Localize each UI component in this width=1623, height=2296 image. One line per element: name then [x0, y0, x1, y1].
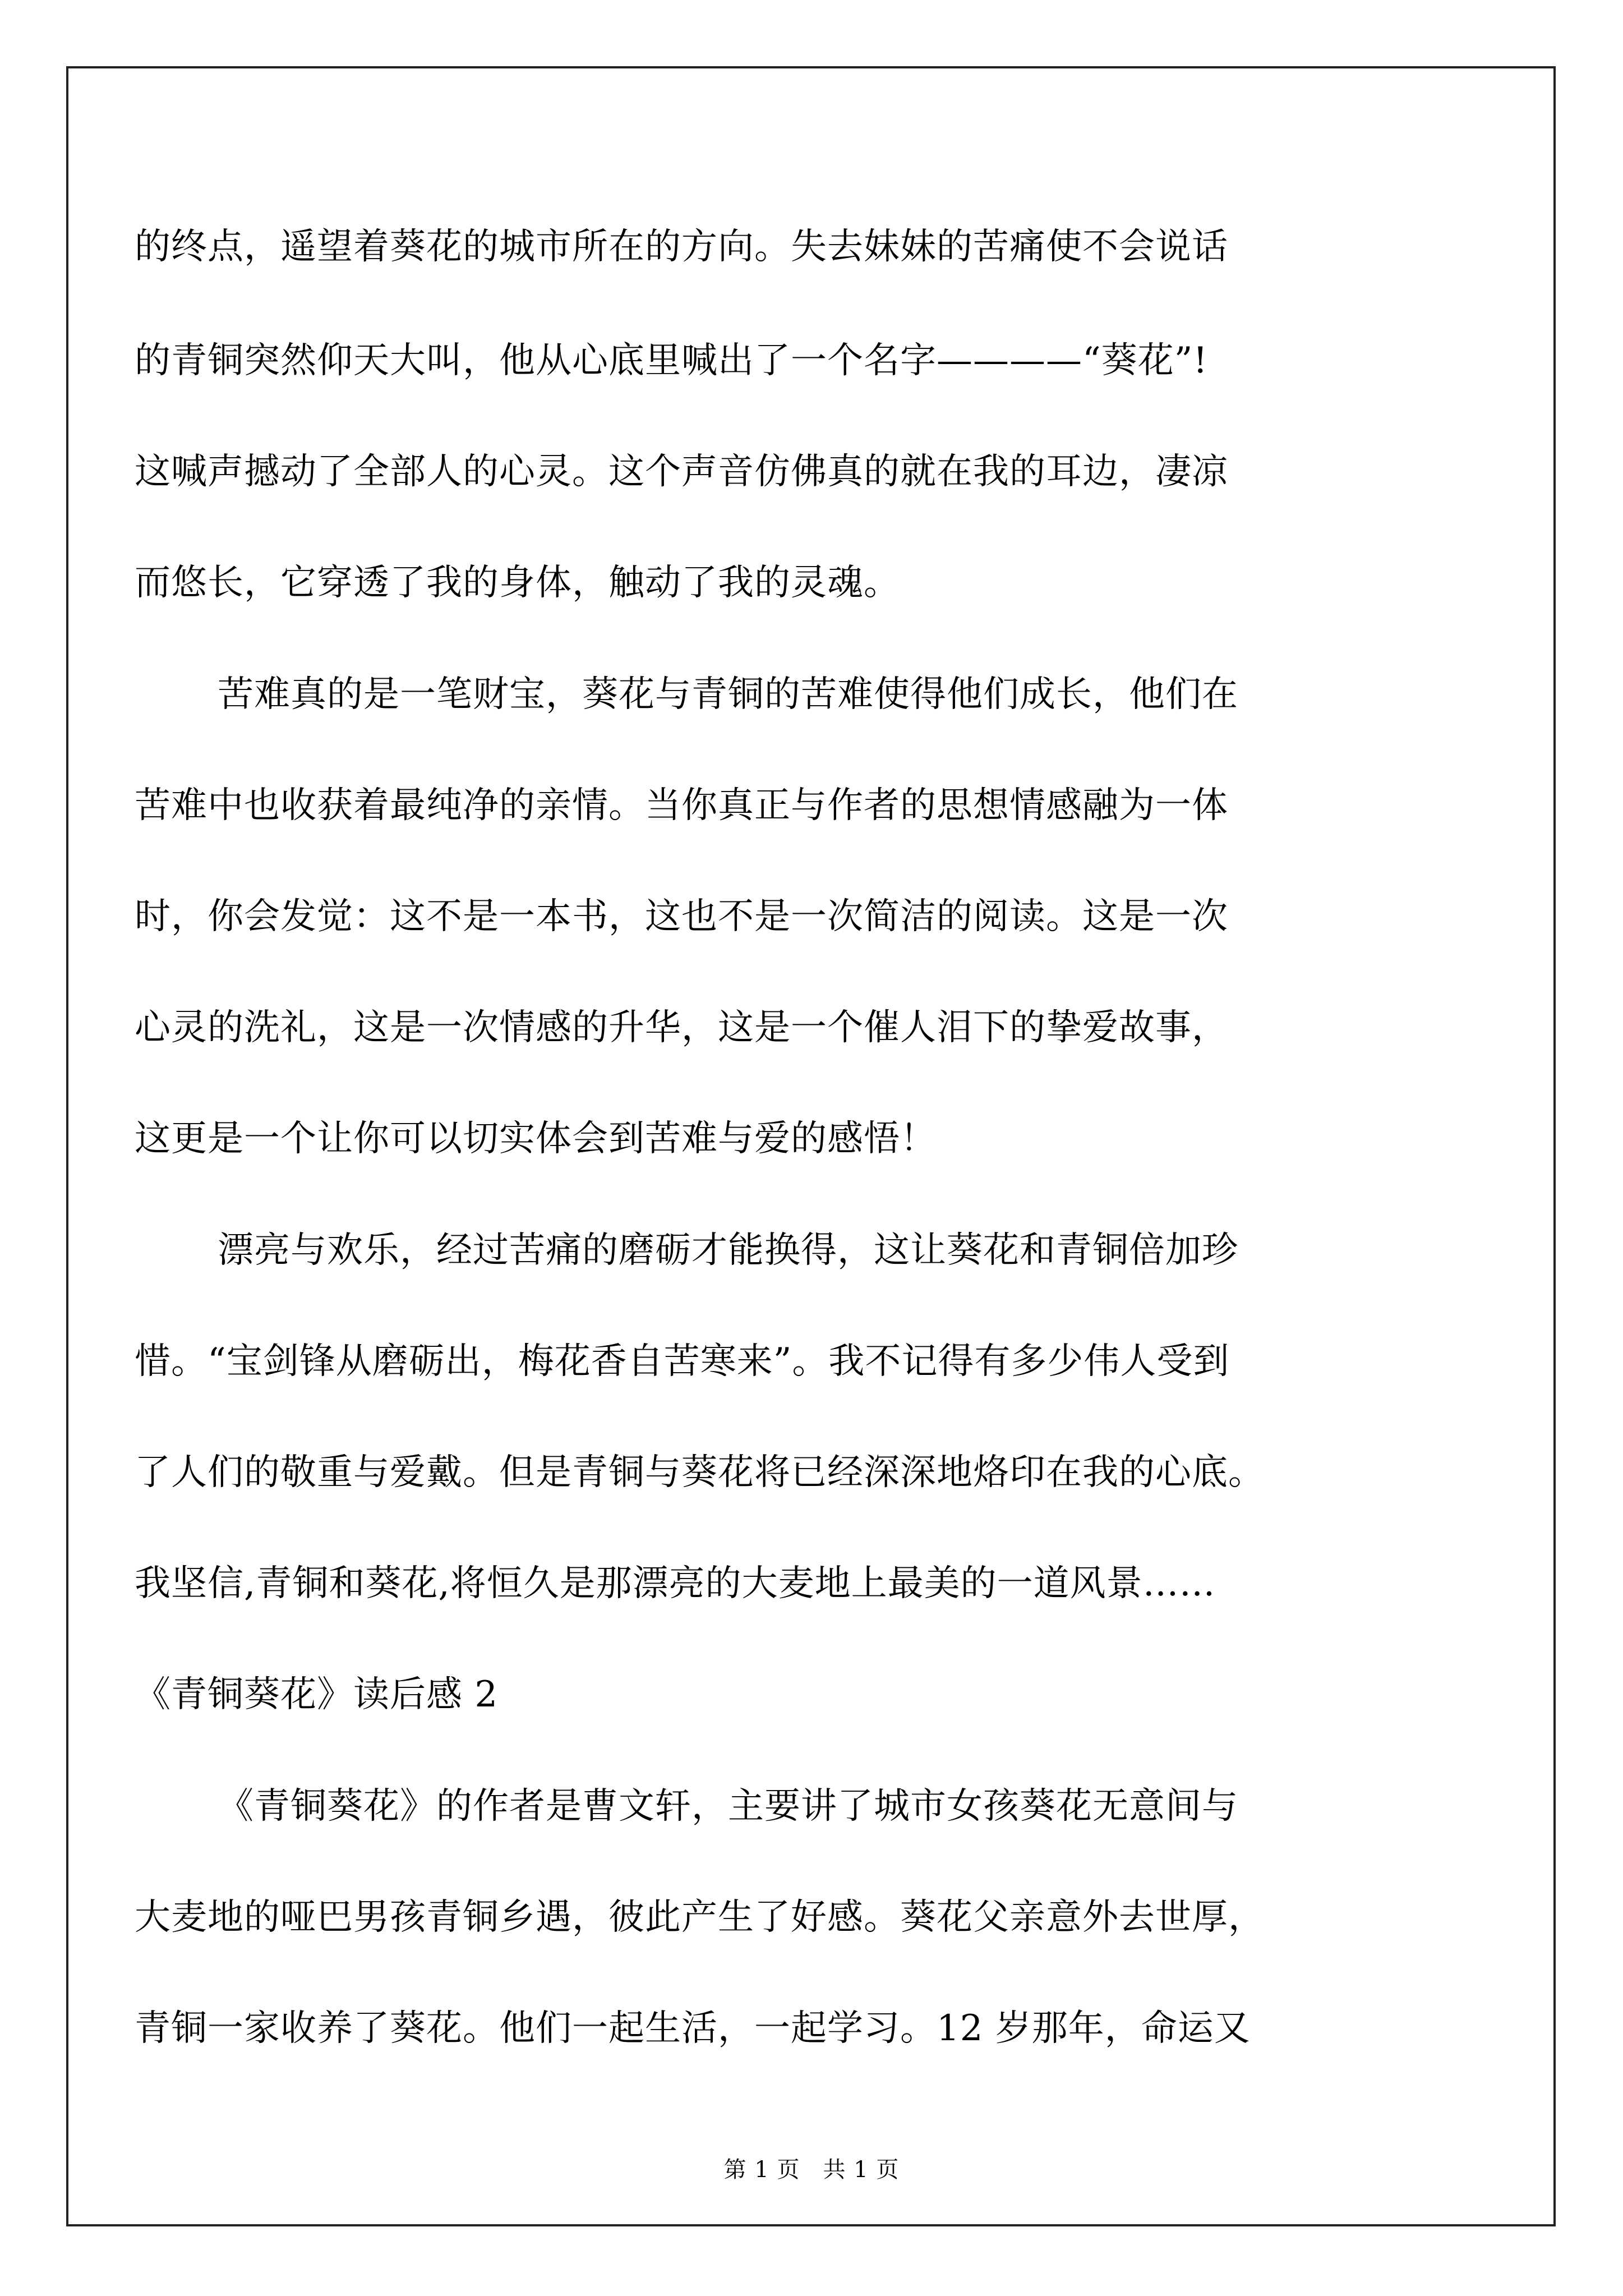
text-line: 惜。“宝剑锋从磨砺出，梅花香自苦寒来”。我不记得有多少伟人受到 — [135, 1341, 1230, 1382]
paragraph-start-line: 漂亮与欢乐，经过苦痛的磨砺才能换得，这让葵花和青铜倍加珍 — [218, 1230, 1238, 1271]
text-line: 大麦地的哑巴男孩青铜乡遇，彼此产生了好感。葵花父亲意外去世厚， — [135, 1897, 1265, 1938]
text-line: 这更是一个让你可以切实体会到苦难与爱的感悟！ — [135, 1118, 937, 1159]
text-line: 青铜一家收养了葵花。他们一起生活，一起学习。12 岁那年，命运又 — [135, 2008, 1251, 2049]
text-line: 心灵的洗礼，这是一次情感的升华，这是一个催人泪下的挚爱故事， — [135, 1007, 1228, 1048]
text-line: 的终点，遥望着葵花的城市所在的方向。失去妹妹的苦痛使不会说话 — [135, 226, 1228, 268]
text-line: 这喊声撼动了全部人的心灵。这个声音仿佛真的就在我的耳边，凄凉 — [135, 451, 1228, 493]
paragraph-start-line: 《青铜葵花》的作者是曹文轩，主要讲了城市女孩葵花无意间与 — [218, 1786, 1238, 1827]
section-title: 《青铜葵花》读后感 2 — [135, 1674, 499, 1715]
text-line: 的青铜突然仰天大叫，他从心底里喊出了一个名字————“葵花”! — [135, 340, 1209, 381]
text-line: 我坚信,青铜和葵花,将恒久是那漂亮的大麦地上最美的一道风景…… — [135, 1563, 1216, 1604]
text-line: 了人们的敬重与爱戴。但是青铜与葵花将已经深深地烙印在我的心底。 — [135, 1452, 1265, 1493]
page-number-footer: 第 1 页 共 1 页 — [723, 2157, 900, 2183]
text-line: 时，你会发觉：这不是一本书，这也不是一次简洁的阅读。这是一次 — [135, 896, 1228, 937]
paragraph-start-line: 苦难真的是一笔财宝，葵花与青铜的苦难使得他们成长，他们在 — [218, 674, 1238, 715]
text-line: 苦难中也收获着最纯净的亲情。当你真正与作者的思想情感融为一体 — [135, 785, 1228, 826]
text-line: 而悠长，它穿透了我的身体，触动了我的灵魂。 — [135, 562, 900, 604]
